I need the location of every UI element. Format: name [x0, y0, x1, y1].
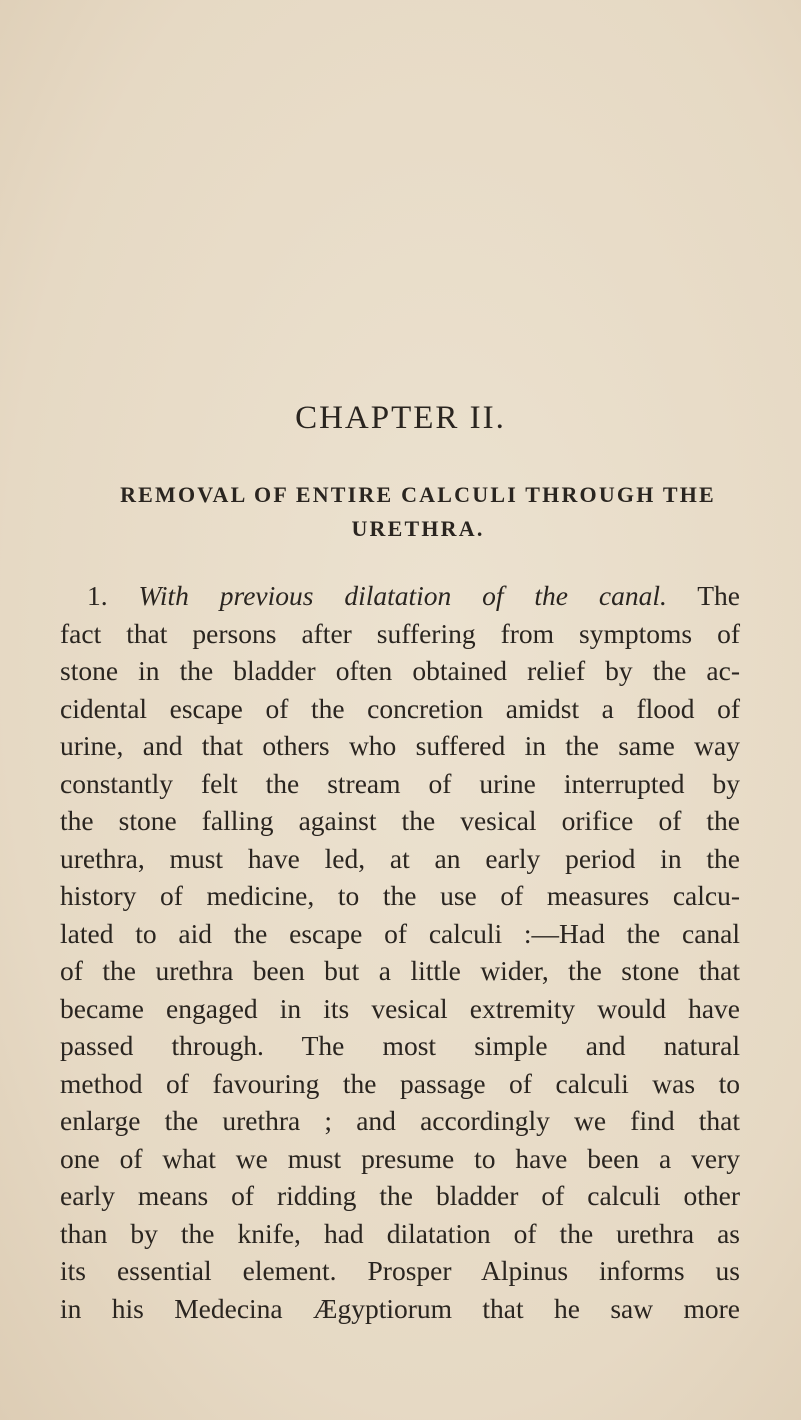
text-line: in his Medecina Ægyptiorum that he saw more	[60, 1292, 740, 1324]
text-line: constantly felt the stream of urine interrupted by	[60, 767, 740, 799]
text-line: early means of ridding the bladder of calculi other	[60, 1180, 740, 1211]
chapter-title: CHAPTER II.	[295, 400, 506, 436]
text-line: method of favouring the passage of calculi was to	[60, 1067, 740, 1099]
section-heading: REMOVAL OF ENTIRE CALCULI THROUGH THE URETHRA.	[120, 482, 716, 541]
text-line: of the urethra been but a little wider, the stone that	[60, 955, 740, 986]
text-line: passed through. The most simple and natural	[60, 1030, 740, 1061]
text-line: enlarge the urethra ; and accordingly we find that	[60, 1105, 740, 1136]
text-line: its essential element. Prosper Alpinus informs us	[60, 1255, 740, 1286]
text-line: stone in the bladder often obtained relief by the ac-	[60, 655, 740, 686]
text-line: became engaged in its vesical extremity would have	[60, 992, 740, 1024]
text-line: one of what we must presume to have been a very	[60, 1142, 740, 1174]
paragraph-first-line	[60, 577, 740, 615]
text-line: fact that persons after suffering from symptoms of	[60, 617, 740, 649]
text-line: than by the knife, had dilatation of the urethra as	[60, 1217, 740, 1249]
text-line: cidental escape of the concretion amidst a flood of	[60, 692, 740, 724]
body-paragraph	[60, 577, 740, 1327]
paragraph-italic-heading: With previous dilatation of the canal.	[138, 580, 667, 611]
text-line: urine, and that others who suffered in the same way	[60, 730, 740, 761]
text-line: history of medicine, to the use of measures calcu-	[60, 880, 740, 911]
paragraph-lead-rest: The	[697, 580, 740, 611]
text-line: the stone falling against the vesical orifice of the	[60, 805, 740, 836]
paragraph-number: 1.	[87, 580, 108, 611]
text-line: lated to aid the escape of calculi :—Had the canal	[60, 917, 740, 949]
text-line: urethra, must have led, at an early period in the	[60, 842, 740, 874]
